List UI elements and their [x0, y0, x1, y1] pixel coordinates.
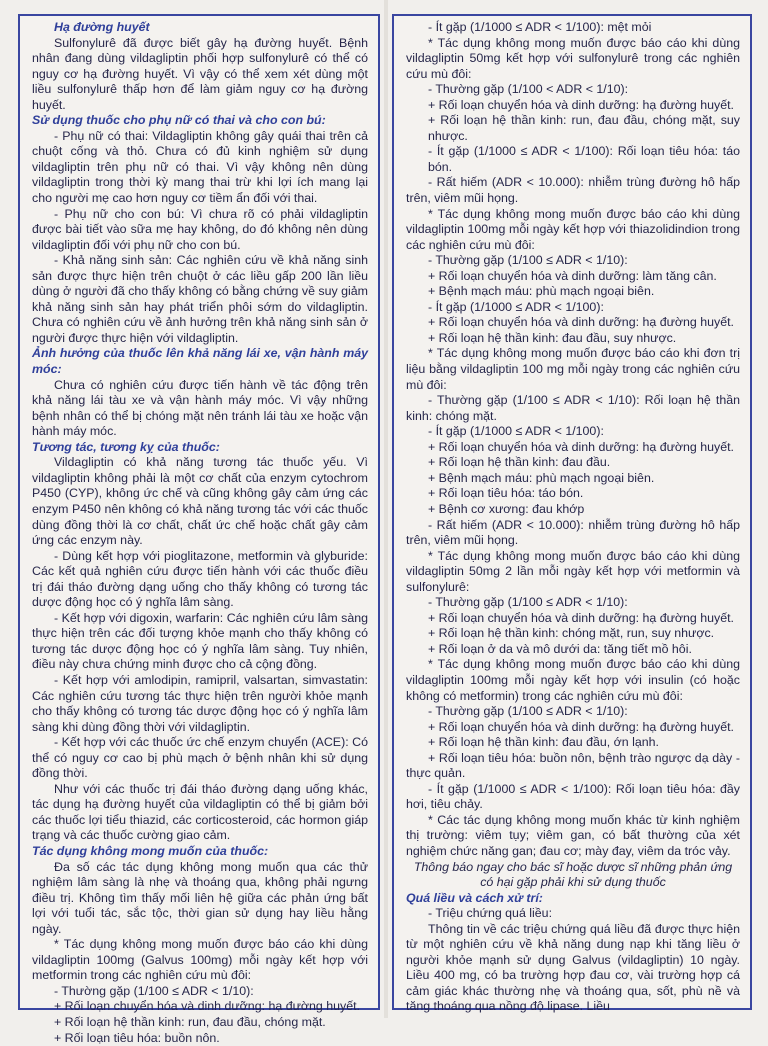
paragraph: - Ít gặp (1/1000 ≤ ADR < 1/100): Rối loạn tiêu hóa: đầy hơi, tiêu chảy.: [406, 781, 740, 812]
list-item: - Triệu chứng quá liều:: [428, 906, 553, 921]
list-item: + Rối loạn tiêu hóa: buồn nôn.: [54, 1030, 220, 1045]
list-item: + Rối loạn chuyển hóa và dinh dưỡng: làm tăng cân.: [428, 268, 717, 283]
left-column: [18, 14, 380, 1045]
paragraph: * Tác dụng không mong muốn được báo cáo khi dùng vildagliptin 100mg mỗi ngày kết hợp với thiazolidindion trong các nghiên cứu mù đôi:: [406, 206, 740, 252]
list-item: + Rối loạn hệ thần kinh: run, đau đầu, chóng mặt, suy nhược.: [428, 113, 740, 143]
list-item: - Thường gặp (1/100 ≤ ADR < 1/10):: [428, 595, 628, 610]
list-item: + Rối loạn hệ thần kinh: run, đau đầu, chóng mặt.: [54, 1015, 326, 1029]
list-item: - Thường gặp (1/100 < ADR < 1/10):: [428, 82, 629, 97]
list-item: + Rối loạn hệ thần kinh: đau đầu, ớn lạnh.: [428, 735, 659, 750]
list-item: + Rối loạn chuyển hóa và dinh dưỡng: hạ đường huyết.: [428, 610, 734, 625]
paragraph: * Các tác dụng không mong muốn khác từ kinh nghiệm thị trường: viêm tụy; viêm gan, có bất thường của xét nghiệm chức năng gan; đau cơ; mày đay, viêm da tróc vảy.: [406, 812, 740, 858]
page-fold: [384, 0, 388, 1018]
paragraph: Sulfonylurê đã được biết gây hạ đường huyết. Bệnh nhân đang dùng vildagliptin phối hợp sulfonylurê có thể có nguy cơ hạ đường huyết. Vì vậy có thể xem xét dùng một liều sulfonylurê thấp hơn để làm giảm nguy cơ hạ đường huyết.: [32, 35, 368, 112]
paragraph: * Tác dụng không mong muốn được báo cáo khi đơn trị liệu bằng vildagliptin 100 mg mỗi ngày trong các nghiên cứu mù đôi:: [406, 346, 740, 392]
notice-text: Thông báo ngay cho bác sĩ hoặc dược sĩ những phản ứng có hại gặp phải khi sử dụng thuốc: [413, 859, 733, 890]
paragraph: - Kết hợp với amlodipin, ramipril, valsartan, simvastatin: Các nghiên cứu tương tác thực hiện trên người khỏe mạnh cho thấy không có tương tác dược động học có ý nghĩa lâm sàng khi dùng đồng thời với vildagliptin.: [32, 672, 368, 734]
paragraph: * Tác dụng không mong muốn được báo cáo khi dùng vildagliptin 100mg (Galvus 100mg) mỗi ngày kết hợp với metformin trong các nghiên cứu mù đôi:: [32, 937, 368, 983]
list-item: + Rối loạn hệ thần kinh: đau đầu.: [428, 455, 611, 470]
paragraph: - Rất hiếm (ADR < 10.000): nhiễm trùng đường hô hấp trên, viêm mũi họng.: [406, 517, 740, 548]
list-item: - Thường gặp (1/100 ≤ ADR < 1/10):: [428, 253, 628, 268]
paragraph: Thông tin về các triệu chứng quá liều đã được thực hiện từ một nghiên cứu về khả năng dung nạp khi tăng liều ở người khỏe mạnh sử dụng Galvus (vildagliptin) 10 ngày. Liều 400 mg, có ba trường hợp đau cơ, vài trường hợp cá cảm giác khác thường nhẹ và thoáng qua, sốt, phù nề và tăng thoáng qua nồng độ lipase. Liều: [406, 921, 740, 1014]
section-heading: Hạ đường huyết: [54, 20, 150, 34]
paragraph: - Phụ nữ có thai: Vildagliptin không gây quái thai trên cả chuột cống và thỏ. Chưa có đủ kinh nghiệm sử dụng vildagliptin trên phụ nữ có thai. Vì vậy không nên dùng vildagliptin trong thời kỳ mang thai trừ khi lợi ích mang lại cho người mẹ cao hơn nguy cơ tiềm ẩn đối với thai.: [32, 128, 368, 206]
list-item: + Rối loạn ở da và mô dưới da: tăng tiết mồ hôi.: [428, 641, 692, 656]
paragraph: + Rối loạn tiêu hóa: buồn nôn, bệnh trào ngược dạ dày - thực quản.: [406, 750, 740, 781]
paragraph: - Kết hợp với các thuốc ức chế enzym chuyển (ACE): Có thể có nguy cơ cao bị phù mạch ở bệnh nhân khi sử dụng đồng thời.: [32, 735, 368, 781]
paragraph: * Tác dụng không mong muốn được báo cáo khi dùng vildagliptin 50mg 2 lần mỗi ngày kết hợp với metformin và sulfonylurê:: [406, 548, 740, 594]
paragraph: - Rất hiếm (ADR < 10.000): nhiễm trùng đường hô hấp trên, viêm mũi họng.: [406, 175, 740, 206]
paragraph: Đa số các tác dụng không mong muốn qua các thử nghiệm lâm sàng là nhẹ và thoáng qua, không phải ngưng điều trị. Không tìm thấy mối liên hệ giữa các phản ứng bất lợi với tuổi tác, sắc tộc, thời gian sử dụng hay liều hằng ngày.: [32, 859, 368, 936]
paragraph: * Tác dụng không mong muốn được báo cáo khi dùng vildagliptin 100mg mỗi ngày kết hợp với insulin (có hoặc không có metformin) trong các nghiên cứu mù đôi:: [406, 657, 740, 703]
list-item: - Thường gặp (1/100 ≤ ADR < 1/10):: [428, 704, 628, 719]
paragraph: - Kết hợp với digoxin, warfarin: Các nghiên cứu lâm sàng thực hiện trên các đối tượng khỏe mạnh cho thấy không có tương tác dược động học có ý nghĩa lâm sàng. Tuy nhiên, điều này chưa chứng minh được cho cả cộng đồng.: [32, 610, 368, 672]
paragraph: - Phụ nữ cho con bú: Vì chưa rõ có phải vildagliptin được bài tiết vào sữa mẹ hay không, do đó không nên dùng vildagliptin đối với phụ nữ cho con bú.: [32, 206, 368, 252]
list-item: + Rối loạn hệ thần kinh: đau đầu, suy nhược.: [428, 330, 677, 345]
paragraph: Vildagliptin có khả năng tương tác thuốc yếu. Vì vildagliptin không phải là một cơ chất của enzym cytochrom P450 (CYP), không ức chế và cũng không gây cảm ứng các enzym P450 nên không có khả năng tương tác với các thuốc dùng đồng thời là cơ chất, chất ức chế hoặc chất gây cảm ứng các enzym này.: [32, 455, 368, 548]
section-heading: Quá liều và cách xử trí:: [406, 890, 543, 905]
paragraph: Chưa có nghiên cứu được tiến hành về tác động trên khả năng lái tàu xe và vận hành máy móc. Vì vậy những bệnh nhân có thể bị chóng mặt nên tránh lái tàu xe hoặc vận hành máy móc.: [32, 377, 368, 439]
paragraph: - Khả năng sinh sản: Các nghiên cứu về khả năng sinh sản được thực hiện trên chuột ở các liều gấp 200 lần liều dùng ở người đã cho thấy không có bằng chứng về suy giảm khả năng sinh sản hay phát triển phôi sớm do vildagliptin. Chưa có nghiên cứu về ảnh hưởng trên khả năng sinh sản ở người được thực hiện với vildagliptin.: [32, 253, 368, 345]
list-item: + Rối loạn chuyển hóa và dinh dưỡng: hạ đường huyết.: [428, 315, 734, 330]
section-heading: Tương tác, tương kỵ của thuốc:: [32, 439, 220, 454]
list-item: + Rối loạn chuyển hóa và dinh dưỡng: hạ đường huyết.: [428, 97, 734, 112]
list-item: + Rối loạn chuyển hóa và dinh dưỡng: hạ đường huyết.: [54, 999, 360, 1014]
list-item: + Rối loạn chuyển hóa và dinh dưỡng: hạ đường huyết.: [428, 439, 734, 454]
list-item: - Ít gặp (1/1000 ≤ ADR < 1/100):: [428, 299, 604, 314]
paragraph: - Thường gặp (1/100 ≤ ADR < 1/10): Rối loạn hệ thần kinh: chóng mặt.: [406, 393, 740, 423]
list-item: + Bệnh cơ xương: đau khớp: [428, 501, 585, 516]
list-item: + Bệnh mạch máu: phù mạch ngoại biên.: [428, 470, 655, 485]
paragraph: Như với các thuốc trị đái tháo đường dạng uống khác, tác dụng hạ đường huyết của vildagliptin có thể bị giảm bởi các thuốc lợi tiểu thiazid, các corticosteroid, các hormon giáp trạng và các thuốc cường giao cảm.: [32, 781, 368, 843]
list-item: + Bệnh mạch máu: phù mạch ngoại biên.: [428, 284, 655, 299]
paragraph: * Tác dụng không mong muốn được báo cáo khi dùng vildagliptin 50mg kết hợp với sulfonylurê trong các nghiên cứu mù đôi:: [406, 35, 740, 81]
paragraph: - Dùng kết hợp với pioglitazone, metformin và glyburide: Các kết quả nghiên cứu được tiến hành với các thuốc điều trị đái tháo đường dạng uống cho thấy không có tương tác dược động học có ý nghĩa lâm sàng.: [32, 548, 368, 610]
list-item: + Rối loạn chuyển hóa và dinh dưỡng: hạ đường huyết.: [428, 719, 734, 734]
section-heading: Ảnh hưởng của thuốc lên khả năng lái xe, vận hành máy móc:: [32, 346, 368, 377]
list-item: - Ít gặp (1/1000 ≤ ADR < 1/100):: [428, 424, 604, 439]
list-item: - Ít gặp (1/1000 ≤ ADR < 1/100): mệt mỏi: [428, 20, 652, 34]
list-item: - Thường gặp (1/100 ≤ ADR < 1/10):: [54, 983, 254, 998]
section-heading: Tác dụng không mong muốn của thuốc:: [32, 843, 269, 858]
list-item: + Rối loạn tiêu hóa: táo bón.: [428, 486, 584, 501]
right-column: [392, 14, 752, 1014]
list-item: - Ít gặp (1/1000 ≤ ADR < 1/100): Rối loạn tiêu hóa: táo bón.: [428, 144, 740, 174]
section-heading: Sử dụng thuốc cho phụ nữ có thai và cho con bú:: [32, 113, 326, 128]
list-item: + Rối loạn hệ thần kinh: chóng mặt, run, suy nhược.: [428, 626, 715, 641]
